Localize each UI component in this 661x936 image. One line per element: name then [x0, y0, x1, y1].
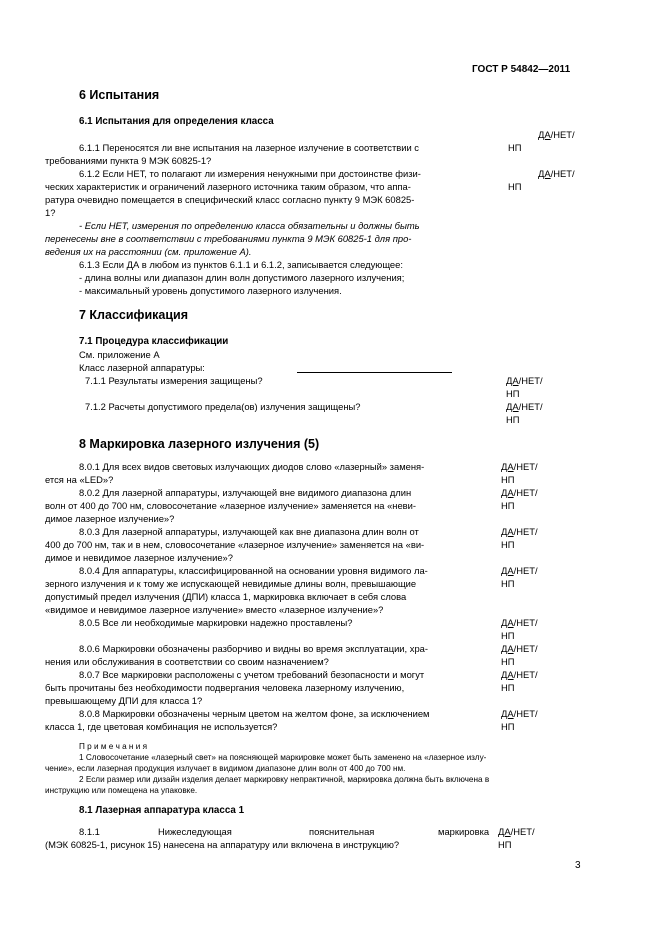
- section-8-title: 8 Маркировка лазерного излучения (5): [79, 437, 320, 451]
- para-8-1-1-word3: пояснительная: [309, 826, 375, 837]
- para-6-1-3-line2: - длина волны или диапазон длин волн допустимого лазерного излучения;: [79, 272, 405, 283]
- answer-8-0-4-na: НП: [501, 578, 515, 589]
- note-1-line2: чение», если лазерная продукция излучает в видимом диапазоне длин волн от 400 до 700 нм.: [45, 764, 406, 773]
- para-8-0-4-line4: «видимое и невидимое лазерное излучение» вместо «лазерное излучение»?: [45, 604, 384, 615]
- answer-8-0-6-na: НП: [501, 656, 515, 667]
- laser-class-blank: [297, 372, 452, 373]
- para-8-0-8-line1: 8.0.8 Маркировки обозначены черным цветом на желтом фоне, за исключением: [79, 708, 430, 719]
- para-8-0-4-line3: допустимый предел излучения (ДПИ) класса 1, маркировка включает в себя слова: [45, 591, 407, 602]
- para-8-0-7-line3: превышающему ДПИ для класса 1?: [45, 695, 203, 706]
- answer-7-1-1-yes-no: ДА/НЕТ/: [506, 375, 543, 386]
- para-8-1-1-num: 8.1.1: [79, 826, 100, 837]
- answer-8-0-8-yes-no: ДА/НЕТ/: [501, 708, 538, 719]
- note-italic-line3: ведения их на расстоянии (см. приложение А).: [45, 246, 252, 257]
- note-2-line2: инструкцию или помещена на упаковке.: [45, 786, 198, 795]
- answer-8-0-4-yes-no: ДА/НЕТ/: [501, 565, 538, 576]
- note-2-line1: 2 Если размер или дизайн изделия делает маркировку непрактичной, маркировка должна быть включена в: [79, 775, 490, 784]
- para-6-1-3-line1: 6.1.3 Если ДА в любом из пунктов 6.1.1 и 6.1.2, записывается следующее:: [79, 259, 403, 270]
- answer-7-1-1-na: НП: [506, 388, 520, 399]
- para-6-1-2-line4: 1?: [45, 207, 56, 218]
- section-7-title: 7 Классификация: [79, 308, 189, 322]
- answer-6-1-2-yes-no: ДА/НЕТ/: [538, 168, 575, 179]
- para-6-1-3-line3: - максимальный уровень допустимого лазерного излучения.: [79, 285, 342, 296]
- para-8-0-1-line1: 8.0.1 Для всех видов световых излучающих диодов слово «лазерный» заменя-: [79, 461, 425, 472]
- para-6-1-1-line2: требованиями пункта 9 МЭК 60825-1?: [45, 155, 212, 166]
- para-7-1-1: 7.1.1 Результаты измерения защищены?: [85, 375, 263, 386]
- para-8-0-5: 8.0.5 Все ли необходимые маркировки надежно проставлены?: [79, 617, 353, 628]
- para-8-1-1-word4: маркировка: [438, 826, 490, 837]
- answer-8-0-2-na: НП: [501, 500, 515, 511]
- answer-8-0-3-yes-no: ДА/НЕТ/: [501, 526, 538, 537]
- para-8-0-8-line2: класса 1, где цветовая комбинация не используется?: [45, 721, 278, 732]
- notes-title: П р и м е ч а н и я: [79, 742, 148, 751]
- answer-8-0-5-na: НП: [501, 630, 515, 641]
- subsection-6-1-title: 6.1 Испытания для определения класса: [79, 116, 274, 127]
- para-8-1-1-line2: (МЭК 60825-1, рисунок 15) нанесена на аппаратуру или включена в инструкцию?: [45, 839, 400, 850]
- note-1-line1: 1 Словосочетание «лазерный свет» на поясняющей маркировке может быть заменено на «лазерное излу-: [79, 753, 487, 762]
- para-8-0-2-line3: димое лазерное излучение»?: [45, 513, 175, 524]
- section-6-title: 6 Испытания: [79, 88, 160, 102]
- note-italic-line2: перенесены вне в соответствии с требованиями пункта 9 МЭК 60825-1 для про-: [45, 233, 412, 244]
- para-8-0-1-line2: ется на «LED»?: [45, 474, 114, 485]
- para-8-0-3-line2: 400 до 700 нм, так и в нем, словосочетание «лазерное излучение» заменяется на «ви-: [45, 539, 425, 550]
- para-8-0-4-line2: зерного излучения и к тому же испускающей невидимые длины волн, превышающие: [45, 578, 417, 589]
- laser-class-label: Класс лазерной аппаратуры:: [79, 362, 205, 373]
- subsection-7-1-title: 7.1 Процедура классификации: [79, 336, 229, 347]
- para-8-0-3-line1: 8.0.3 Для лазерной аппаратуры, излучающей как вне диапазона длин волн от: [79, 526, 419, 537]
- para-8-0-6-line1: 8.0.6 Маркировки обозначены разборчиво и видны во время эксплуатации, хра-: [79, 643, 428, 654]
- para-6-1-1-line1: 6.1.1 Переносятся ли вне испытания на лазерное излучение в соответствии с: [79, 142, 419, 153]
- para-7-1-2: 7.1.2 Расчеты допустимого предела(ов) излучения защищены?: [85, 401, 361, 412]
- answer-8-0-7-na: НП: [501, 682, 515, 693]
- standard-header: ГОСТ Р 54842—2011: [472, 64, 571, 75]
- para-8-0-2-line1: 8.0.2 Для лазерной аппаратуры, излучающей вне видимого диапазона длин: [79, 487, 412, 498]
- subsection-8-1-title: 8.1 Лазерная аппаратура класса 1: [79, 805, 245, 816]
- answer-8-0-7-yes-no: ДА/НЕТ/: [501, 669, 538, 680]
- note-italic-line1: - Если НЕТ, измерения по определению класса обязательны и должны быть: [79, 220, 420, 231]
- para-6-1-2-line2: ческих характеристик и ограничений лазерного источника таким образом, что аппа-: [45, 181, 411, 192]
- see-appendix: См. приложение А: [79, 349, 160, 360]
- answer-6-1-1-yes-no: ДА/НЕТ/: [538, 129, 575, 140]
- para-6-1-2-line3: ратура очевидно помещается в специфический класс согласно пункту 9 МЭК 60825-: [45, 194, 415, 205]
- answer-8-1-1-na: НП: [498, 839, 512, 850]
- answer-8-0-2-yes-no: ДА/НЕТ/: [501, 487, 538, 498]
- answer-8-0-3-na: НП: [501, 539, 515, 550]
- para-8-0-4-line1: 8.0.4 Для аппаратуры, классифицированной на основании уровня видимого ла-: [79, 565, 428, 576]
- answer-7-1-2-yes-no: ДА/НЕТ/: [506, 401, 543, 412]
- para-8-0-2-line2: волн от 400 до 700 нм, словосочетание «лазерное излучение» заменяется на «неви-: [45, 500, 417, 511]
- answer-6-1-2-na: НП: [508, 181, 522, 192]
- page-number: 3: [575, 860, 581, 871]
- answer-8-0-1-yes-no: ДА/НЕТ/: [501, 461, 538, 472]
- para-8-1-1-word2: Нижеследующая: [158, 826, 232, 837]
- answer-6-1-1-na: НП: [508, 142, 522, 153]
- para-8-0-7-line1: 8.0.7 Все маркировки расположены с учетом требований безопасности и могут: [79, 669, 425, 680]
- answer-8-0-5-yes-no: ДА/НЕТ/: [501, 617, 538, 628]
- para-8-0-3-line3: димое и невидимое лазерное излучение»?: [45, 552, 233, 563]
- answer-8-0-8-na: НП: [501, 721, 515, 732]
- answer-7-1-2-na: НП: [506, 414, 520, 425]
- para-6-1-2-line1: 6.1.2 Если НЕТ, то полагают ли измерения ненужными при достоинстве физи-: [79, 168, 421, 179]
- answer-8-1-1-yes-no: ДА/НЕТ/: [498, 826, 535, 837]
- answer-8-0-1-na: НП: [501, 474, 515, 485]
- para-8-0-7-line2: быть прочитаны без необходимости подвергания человека лазерному излучению,: [45, 682, 405, 693]
- answer-8-0-6-yes-no: ДА/НЕТ/: [501, 643, 538, 654]
- para-8-0-6-line2: нения или обслуживания в соответствии со своим назначением?: [45, 656, 329, 667]
